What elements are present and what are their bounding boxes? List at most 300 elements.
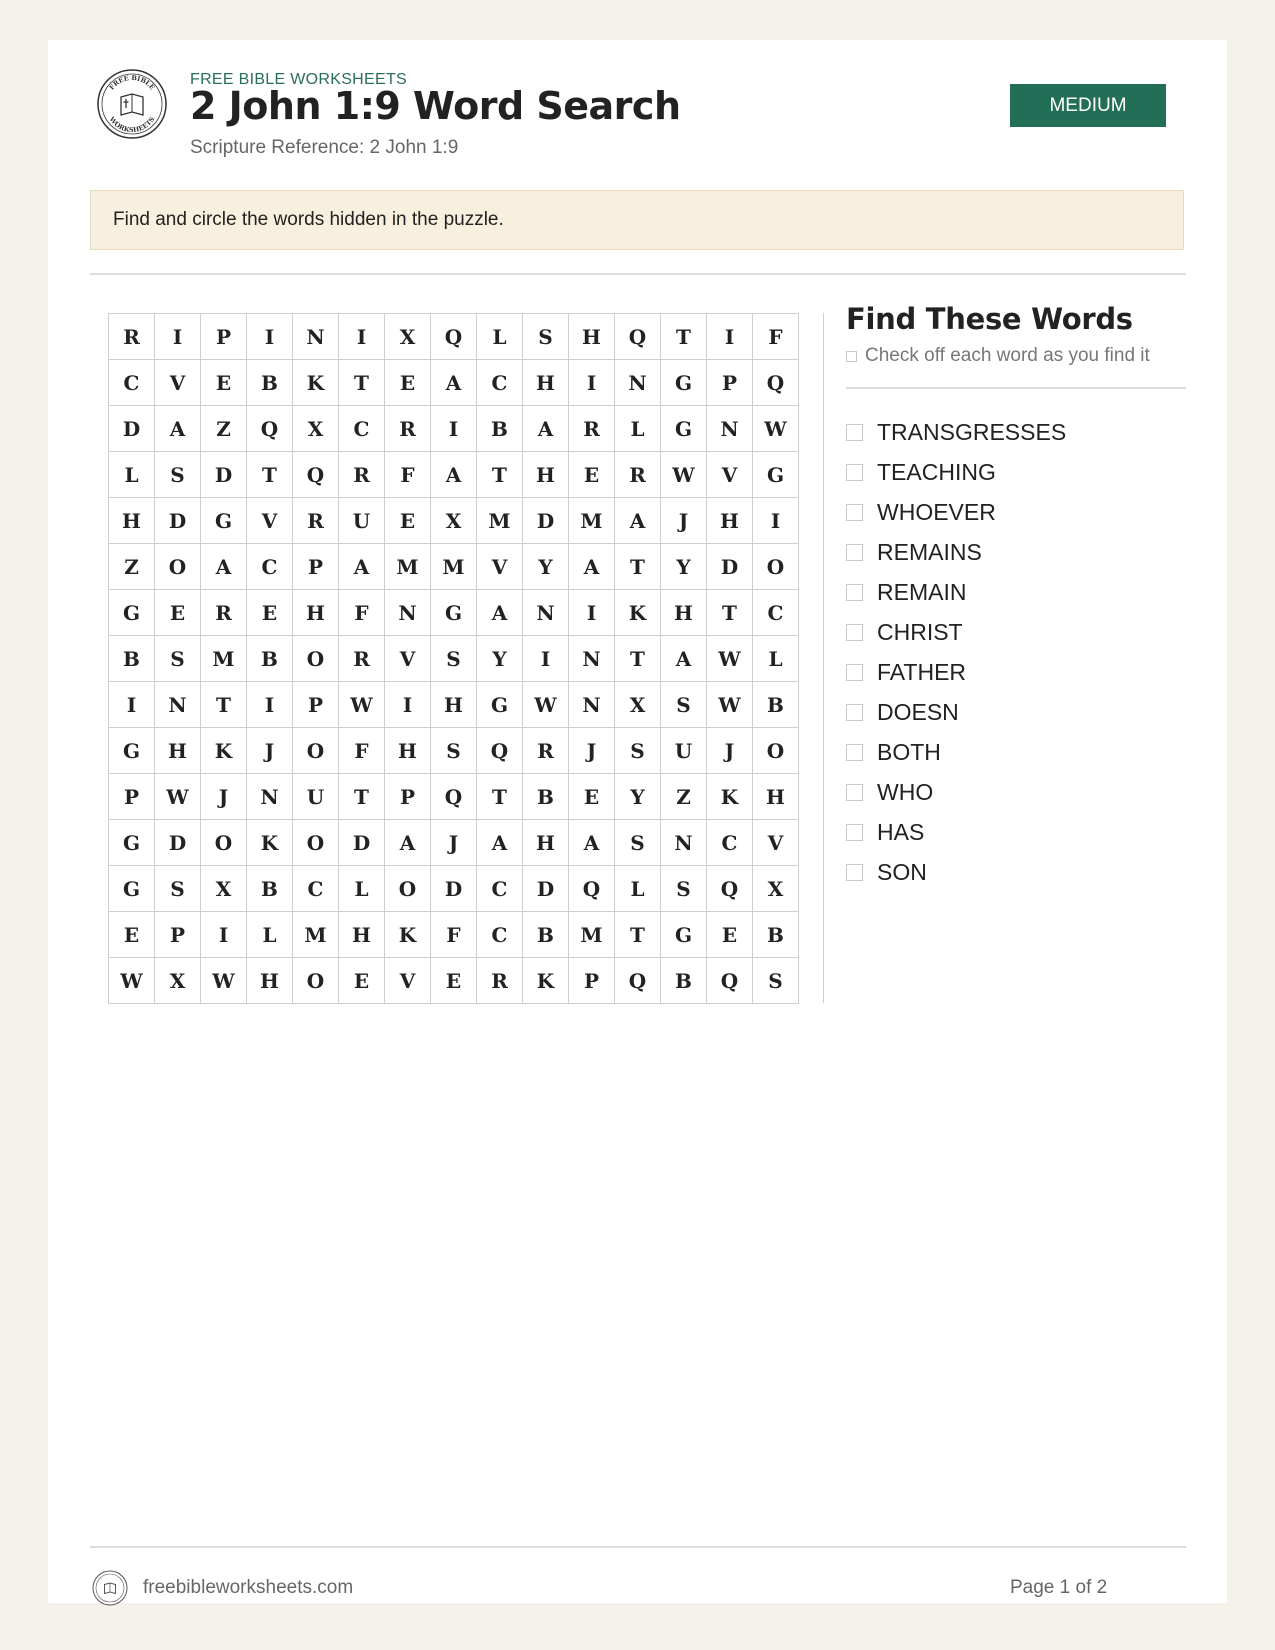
grid-cell[interactable]: N: [385, 590, 431, 636]
column-divider: [823, 313, 824, 1003]
word-label: TEACHING: [877, 458, 996, 485]
word-list-hint-text: Check off each word as you find it: [865, 345, 1150, 366]
grid-cell[interactable]: Y: [615, 774, 661, 820]
grid-cell[interactable]: A: [385, 820, 431, 866]
grid-cell[interactable]: O: [385, 866, 431, 912]
grid-cell[interactable]: W: [155, 774, 201, 820]
grid-cell[interactable]: R: [385, 406, 431, 452]
grid-row: [109, 774, 799, 820]
grid-cell[interactable]: J: [247, 728, 293, 774]
grid-cell[interactable]: D: [109, 406, 155, 452]
grid-cell[interactable]: L: [109, 452, 155, 498]
grid-cell[interactable]: A: [431, 360, 477, 406]
grid-cell[interactable]: H: [523, 820, 569, 866]
grid-cell[interactable]: L: [615, 866, 661, 912]
grid-cell[interactable]: A: [615, 498, 661, 544]
grid-cell[interactable]: I: [247, 682, 293, 728]
grid-cell[interactable]: E: [707, 912, 753, 958]
grid-cell[interactable]: T: [615, 544, 661, 590]
grid-cell[interactable]: T: [477, 452, 523, 498]
grid-cell[interactable]: U: [339, 498, 385, 544]
grid-cell[interactable]: Y: [477, 636, 523, 682]
grid-cell[interactable]: D: [201, 452, 247, 498]
logo-text-top: FREE BIBLE: [107, 73, 157, 92]
grid-cell[interactable]: O: [155, 544, 201, 590]
checkbox-icon[interactable]: [846, 744, 863, 761]
grid-cell[interactable]: K: [293, 360, 339, 406]
word-label: REMAIN: [877, 578, 967, 605]
grid-cell[interactable]: Q: [247, 406, 293, 452]
grid-cell[interactable]: H: [753, 774, 799, 820]
grid-cell[interactable]: N: [707, 406, 753, 452]
grid-cell[interactable]: G: [109, 820, 155, 866]
grid-cell[interactable]: K: [615, 590, 661, 636]
grid-cell[interactable]: P: [293, 544, 339, 590]
grid-cell[interactable]: D: [431, 866, 477, 912]
grid-cell[interactable]: H: [155, 728, 201, 774]
logo-seal-icon: [96, 68, 168, 140]
grid-cell[interactable]: R: [339, 636, 385, 682]
grid-cell[interactable]: D: [339, 820, 385, 866]
grid-cell[interactable]: K: [385, 912, 431, 958]
grid-cell[interactable]: A: [477, 820, 523, 866]
grid-cell[interactable]: I: [569, 360, 615, 406]
grid-cell[interactable]: B: [753, 682, 799, 728]
grid-cell[interactable]: P: [707, 360, 753, 406]
grid-cell[interactable]: P: [155, 912, 201, 958]
grid-cell[interactable]: J: [569, 728, 615, 774]
word-list-item[interactable]: [846, 812, 1066, 852]
grid-row: [109, 544, 799, 590]
grid-cell[interactable]: J: [431, 820, 477, 866]
word-list-item[interactable]: [846, 732, 1066, 772]
grid-cell[interactable]: O: [293, 820, 339, 866]
grid-cell[interactable]: Q: [293, 452, 339, 498]
grid-cell[interactable]: G: [661, 406, 707, 452]
scripture-reference: Scripture Reference: 2 John 1:9: [190, 137, 459, 158]
grid-cell[interactable]: Q: [477, 728, 523, 774]
grid-cell[interactable]: W: [109, 958, 155, 1004]
grid-cell[interactable]: Y: [523, 544, 569, 590]
grid-cell[interactable]: V: [155, 360, 201, 406]
grid-cell[interactable]: C: [247, 544, 293, 590]
grid-cell[interactable]: H: [569, 314, 615, 360]
difficulty-badge: MEDIUM: [1010, 84, 1166, 127]
footer-logo-icon: [92, 1570, 128, 1606]
grid-cell[interactable]: A: [661, 636, 707, 682]
grid-cell[interactable]: T: [477, 774, 523, 820]
word-list-item[interactable]: [846, 772, 1066, 812]
grid-cell[interactable]: Q: [431, 774, 477, 820]
grid-cell[interactable]: R: [201, 590, 247, 636]
grid-cell[interactable]: N: [569, 636, 615, 682]
grid-cell[interactable]: J: [661, 498, 707, 544]
grid-cell[interactable]: W: [707, 636, 753, 682]
grid-cell[interactable]: O: [293, 728, 339, 774]
grid-cell[interactable]: X: [155, 958, 201, 1004]
grid-cell[interactable]: I: [247, 314, 293, 360]
grid-cell[interactable]: X: [615, 682, 661, 728]
grid-row: [109, 636, 799, 682]
grid-cell[interactable]: X: [431, 498, 477, 544]
grid-cell[interactable]: F: [339, 590, 385, 636]
grid-row: [109, 728, 799, 774]
grid-cell[interactable]: A: [523, 406, 569, 452]
grid-cell[interactable]: P: [569, 958, 615, 1004]
grid-row: [109, 314, 799, 360]
grid-cell[interactable]: B: [523, 774, 569, 820]
grid-cell[interactable]: K: [247, 820, 293, 866]
grid-cell[interactable]: T: [339, 360, 385, 406]
grid-cell[interactable]: L: [615, 406, 661, 452]
grid-cell[interactable]: Q: [707, 866, 753, 912]
grid-cell[interactable]: Q: [707, 958, 753, 1004]
grid-cell[interactable]: I: [109, 682, 155, 728]
grid-cell[interactable]: N: [615, 360, 661, 406]
grid-cell[interactable]: V: [477, 544, 523, 590]
grid-cell[interactable]: V: [247, 498, 293, 544]
grid-cell[interactable]: C: [293, 866, 339, 912]
grid-cell[interactable]: W: [201, 958, 247, 1004]
grid-row: [109, 406, 799, 452]
grid-cell[interactable]: W: [523, 682, 569, 728]
grid-cell[interactable]: Q: [431, 314, 477, 360]
grid-cell[interactable]: P: [109, 774, 155, 820]
grid-cell[interactable]: B: [247, 636, 293, 682]
grid-cell[interactable]: A: [339, 544, 385, 590]
grid-cell[interactable]: E: [155, 590, 201, 636]
word-list-hint: [846, 345, 1150, 367]
checkbox-icon[interactable]: [846, 704, 863, 721]
grid-cell[interactable]: U: [293, 774, 339, 820]
grid-cell[interactable]: O: [293, 958, 339, 1004]
grid-cell[interactable]: M: [201, 636, 247, 682]
grid-cell[interactable]: Q: [753, 360, 799, 406]
checkbox-icon[interactable]: [846, 784, 863, 801]
grid-cell[interactable]: A: [431, 452, 477, 498]
word-label: FATHER: [877, 658, 967, 685]
grid-cell[interactable]: A: [477, 590, 523, 636]
grid-cell[interactable]: I: [569, 590, 615, 636]
grid-cell[interactable]: Q: [569, 866, 615, 912]
grid-row: [109, 866, 799, 912]
grid-cell[interactable]: H: [385, 728, 431, 774]
grid-cell[interactable]: W: [661, 452, 707, 498]
grid-cell[interactable]: F: [431, 912, 477, 958]
instructions-text: Find and circle the words hidden in the puzzle.: [113, 209, 504, 230]
checkbox-icon[interactable]: [846, 504, 863, 521]
grid-cell[interactable]: S: [523, 314, 569, 360]
grid-cell[interactable]: O: [201, 820, 247, 866]
grid-cell[interactable]: V: [753, 820, 799, 866]
page-title: 2 John 1:9 Word Search: [190, 84, 681, 128]
grid-cell[interactable]: A: [569, 820, 615, 866]
grid-cell[interactable]: K: [707, 774, 753, 820]
grid-cell[interactable]: D: [155, 498, 201, 544]
grid-cell[interactable]: H: [431, 682, 477, 728]
word-label: WHOEVER: [877, 498, 996, 525]
grid-cell[interactable]: M: [477, 498, 523, 544]
grid-cell[interactable]: I: [707, 314, 753, 360]
grid-cell[interactable]: E: [431, 958, 477, 1004]
grid-cell[interactable]: F: [753, 314, 799, 360]
grid-cell[interactable]: G: [753, 452, 799, 498]
grid-cell[interactable]: D: [155, 820, 201, 866]
grid-cell[interactable]: E: [569, 774, 615, 820]
checkbox-icon[interactable]: [846, 664, 863, 681]
grid-row: [109, 682, 799, 728]
grid-cell[interactable]: Z: [661, 774, 707, 820]
grid-cell[interactable]: X: [201, 866, 247, 912]
grid-cell[interactable]: I: [431, 406, 477, 452]
grid-cell[interactable]: P: [385, 774, 431, 820]
grid-cell[interactable]: G: [201, 498, 247, 544]
word-label: HAS: [877, 818, 925, 845]
page-number: Page 1 of 2: [1010, 1577, 1108, 1598]
grid-cell[interactable]: H: [523, 452, 569, 498]
grid-cell[interactable]: H: [293, 590, 339, 636]
grid-cell[interactable]: T: [615, 912, 661, 958]
grid-cell[interactable]: S: [155, 636, 201, 682]
grid-cell[interactable]: D: [707, 544, 753, 590]
grid-cell[interactable]: S: [661, 682, 707, 728]
checkbox-icon[interactable]: [846, 584, 863, 601]
grid-cell[interactable]: P: [293, 682, 339, 728]
grid-cell[interactable]: I: [155, 314, 201, 360]
grid-cell[interactable]: S: [615, 728, 661, 774]
word-list-item[interactable]: [846, 852, 1066, 892]
grid-cell[interactable]: P: [201, 314, 247, 360]
word-list-item[interactable]: [846, 492, 1066, 532]
grid-cell[interactable]: R: [477, 958, 523, 1004]
instructions-box: [90, 190, 1184, 250]
word-list: [846, 412, 1066, 892]
grid-cell[interactable]: R: [523, 728, 569, 774]
grid-cell[interactable]: S: [431, 728, 477, 774]
grid-cell[interactable]: E: [385, 360, 431, 406]
grid-cell[interactable]: M: [569, 912, 615, 958]
checkbox-icon[interactable]: [846, 464, 863, 481]
grid-cell[interactable]: C: [477, 866, 523, 912]
grid-cell[interactable]: H: [247, 958, 293, 1004]
word-list-divider: [846, 387, 1186, 389]
checkbox-icon[interactable]: [846, 864, 863, 881]
grid-cell[interactable]: X: [385, 314, 431, 360]
word-label: DOESN: [877, 698, 959, 725]
grid-cell[interactable]: H: [523, 360, 569, 406]
word-list-item[interactable]: [846, 412, 1066, 452]
grid-cell[interactable]: K: [201, 728, 247, 774]
grid-cell[interactable]: E: [385, 498, 431, 544]
grid-cell[interactable]: S: [155, 866, 201, 912]
grid-cell[interactable]: S: [661, 866, 707, 912]
grid-cell[interactable]: G: [661, 360, 707, 406]
grid-cell[interactable]: V: [385, 636, 431, 682]
grid-cell[interactable]: K: [523, 958, 569, 1004]
grid-cell[interactable]: G: [431, 590, 477, 636]
word-list-item[interactable]: [846, 612, 1066, 652]
grid-cell[interactable]: A: [155, 406, 201, 452]
grid-cell[interactable]: A: [201, 544, 247, 590]
checkbox-icon[interactable]: [846, 624, 863, 641]
word-label: BOTH: [877, 738, 941, 765]
word-list-item[interactable]: [846, 652, 1066, 692]
grid-cell[interactable]: R: [569, 406, 615, 452]
grid-cell[interactable]: F: [339, 728, 385, 774]
grid-cell[interactable]: N: [523, 590, 569, 636]
grid-cell[interactable]: I: [201, 912, 247, 958]
checkbox-icon: [846, 351, 857, 362]
grid-cell[interactable]: G: [109, 590, 155, 636]
grid-cell[interactable]: J: [707, 728, 753, 774]
word-label: TRANSGRESSES: [877, 418, 1067, 445]
grid-cell[interactable]: R: [109, 314, 155, 360]
grid-row: [109, 452, 799, 498]
grid-cell[interactable]: Z: [109, 544, 155, 590]
brand-label: FREE BIBLE WORKSHEETS: [190, 71, 408, 88]
grid-cell[interactable]: R: [615, 452, 661, 498]
grid-cell[interactable]: L: [339, 866, 385, 912]
grid-cell[interactable]: N: [247, 774, 293, 820]
grid-cell[interactable]: S: [431, 636, 477, 682]
footer-site: freebibleworksheets.com: [143, 1577, 354, 1598]
grid-cell[interactable]: E: [247, 590, 293, 636]
grid-cell[interactable]: I: [385, 682, 431, 728]
grid-row: [109, 360, 799, 406]
grid-cell[interactable]: S: [753, 958, 799, 1004]
grid-row: [109, 958, 799, 1004]
grid-cell[interactable]: I: [753, 498, 799, 544]
word-list-item[interactable]: [846, 692, 1066, 732]
grid-cell[interactable]: B: [753, 912, 799, 958]
grid-cell[interactable]: D: [523, 866, 569, 912]
grid-cell[interactable]: S: [155, 452, 201, 498]
grid-cell[interactable]: L: [247, 912, 293, 958]
logo-text-bottom: WORKSHEETS: [107, 115, 157, 135]
grid-cell[interactable]: T: [201, 682, 247, 728]
grid-cell[interactable]: T: [707, 590, 753, 636]
grid-cell[interactable]: E: [569, 452, 615, 498]
grid-cell[interactable]: H: [109, 498, 155, 544]
worksheet-page: [48, 40, 1227, 1603]
word-list-item[interactable]: [846, 532, 1066, 572]
grid-cell[interactable]: G: [477, 682, 523, 728]
grid-cell[interactable]: B: [523, 912, 569, 958]
word-list-title: Find These Words: [846, 302, 1133, 336]
grid-cell[interactable]: O: [293, 636, 339, 682]
word-list-item[interactable]: [846, 572, 1066, 612]
grid-cell[interactable]: L: [477, 314, 523, 360]
grid-cell[interactable]: F: [385, 452, 431, 498]
checkbox-icon[interactable]: [846, 824, 863, 841]
grid-cell[interactable]: G: [661, 912, 707, 958]
word-label: CHRIST: [877, 618, 963, 645]
grid-cell[interactable]: H: [707, 498, 753, 544]
grid-cell[interactable]: O: [753, 544, 799, 590]
grid-cell[interactable]: T: [615, 636, 661, 682]
grid-cell[interactable]: N: [661, 820, 707, 866]
grid-cell[interactable]: G: [109, 728, 155, 774]
grid-cell[interactable]: V: [707, 452, 753, 498]
grid-cell[interactable]: B: [661, 958, 707, 1004]
grid-cell[interactable]: N: [569, 682, 615, 728]
grid-cell[interactable]: X: [293, 406, 339, 452]
word-label: WHO: [877, 778, 934, 805]
grid-cell[interactable]: S: [615, 820, 661, 866]
grid-cell[interactable]: H: [339, 912, 385, 958]
grid-cell[interactable]: C: [339, 406, 385, 452]
grid-cell[interactable]: E: [201, 360, 247, 406]
grid-cell[interactable]: X: [753, 866, 799, 912]
grid-cell[interactable]: C: [477, 912, 523, 958]
checkbox-icon[interactable]: [846, 544, 863, 561]
grid-cell[interactable]: C: [707, 820, 753, 866]
grid-cell[interactable]: E: [109, 912, 155, 958]
grid-cell[interactable]: T: [247, 452, 293, 498]
grid-cell[interactable]: D: [523, 498, 569, 544]
grid-cell[interactable]: R: [293, 498, 339, 544]
word-label: SON: [877, 858, 927, 885]
word-label: REMAINS: [877, 538, 982, 565]
grid-cell[interactable]: C: [753, 590, 799, 636]
grid-row: [109, 590, 799, 636]
grid-cell[interactable]: I: [339, 314, 385, 360]
grid-cell[interactable]: R: [339, 452, 385, 498]
grid-cell[interactable]: W: [339, 682, 385, 728]
grid-row: [109, 912, 799, 958]
grid-cell[interactable]: U: [661, 728, 707, 774]
grid-cell[interactable]: I: [523, 636, 569, 682]
grid-cell[interactable]: M: [385, 544, 431, 590]
grid-cell[interactable]: Y: [661, 544, 707, 590]
grid-cell[interactable]: Q: [615, 958, 661, 1004]
grid-cell[interactable]: L: [753, 636, 799, 682]
grid-cell[interactable]: C: [109, 360, 155, 406]
grid-cell[interactable]: Z: [201, 406, 247, 452]
grid-cell[interactable]: W: [707, 682, 753, 728]
grid-cell[interactable]: A: [569, 544, 615, 590]
grid-cell[interactable]: H: [661, 590, 707, 636]
grid-cell[interactable]: N: [293, 314, 339, 360]
grid-row: [109, 820, 799, 866]
grid-row: [109, 498, 799, 544]
grid-cell[interactable]: Q: [615, 314, 661, 360]
grid-cell[interactable]: M: [569, 498, 615, 544]
grid-cell[interactable]: W: [753, 406, 799, 452]
header-divider: [90, 273, 1186, 275]
grid-cell[interactable]: M: [293, 912, 339, 958]
checkbox-icon[interactable]: [846, 424, 863, 441]
grid-cell[interactable]: V: [385, 958, 431, 1004]
book-cross-icon: [121, 94, 143, 115]
grid-cell[interactable]: G: [109, 866, 155, 912]
grid-cell[interactable]: B: [247, 866, 293, 912]
grid-cell[interactable]: B: [477, 406, 523, 452]
grid-cell[interactable]: T: [661, 314, 707, 360]
footer-divider: [90, 1546, 1186, 1548]
grid-cell[interactable]: N: [155, 682, 201, 728]
grid-cell[interactable]: M: [431, 544, 477, 590]
grid-cell[interactable]: T: [339, 774, 385, 820]
grid-cell[interactable]: O: [753, 728, 799, 774]
grid-cell[interactable]: B: [109, 636, 155, 682]
word-search-grid: [108, 313, 799, 1004]
grid-cell[interactable]: B: [247, 360, 293, 406]
grid-cell[interactable]: C: [477, 360, 523, 406]
grid-cell[interactable]: E: [339, 958, 385, 1004]
grid-cell[interactable]: J: [201, 774, 247, 820]
word-list-item[interactable]: [846, 452, 1066, 492]
